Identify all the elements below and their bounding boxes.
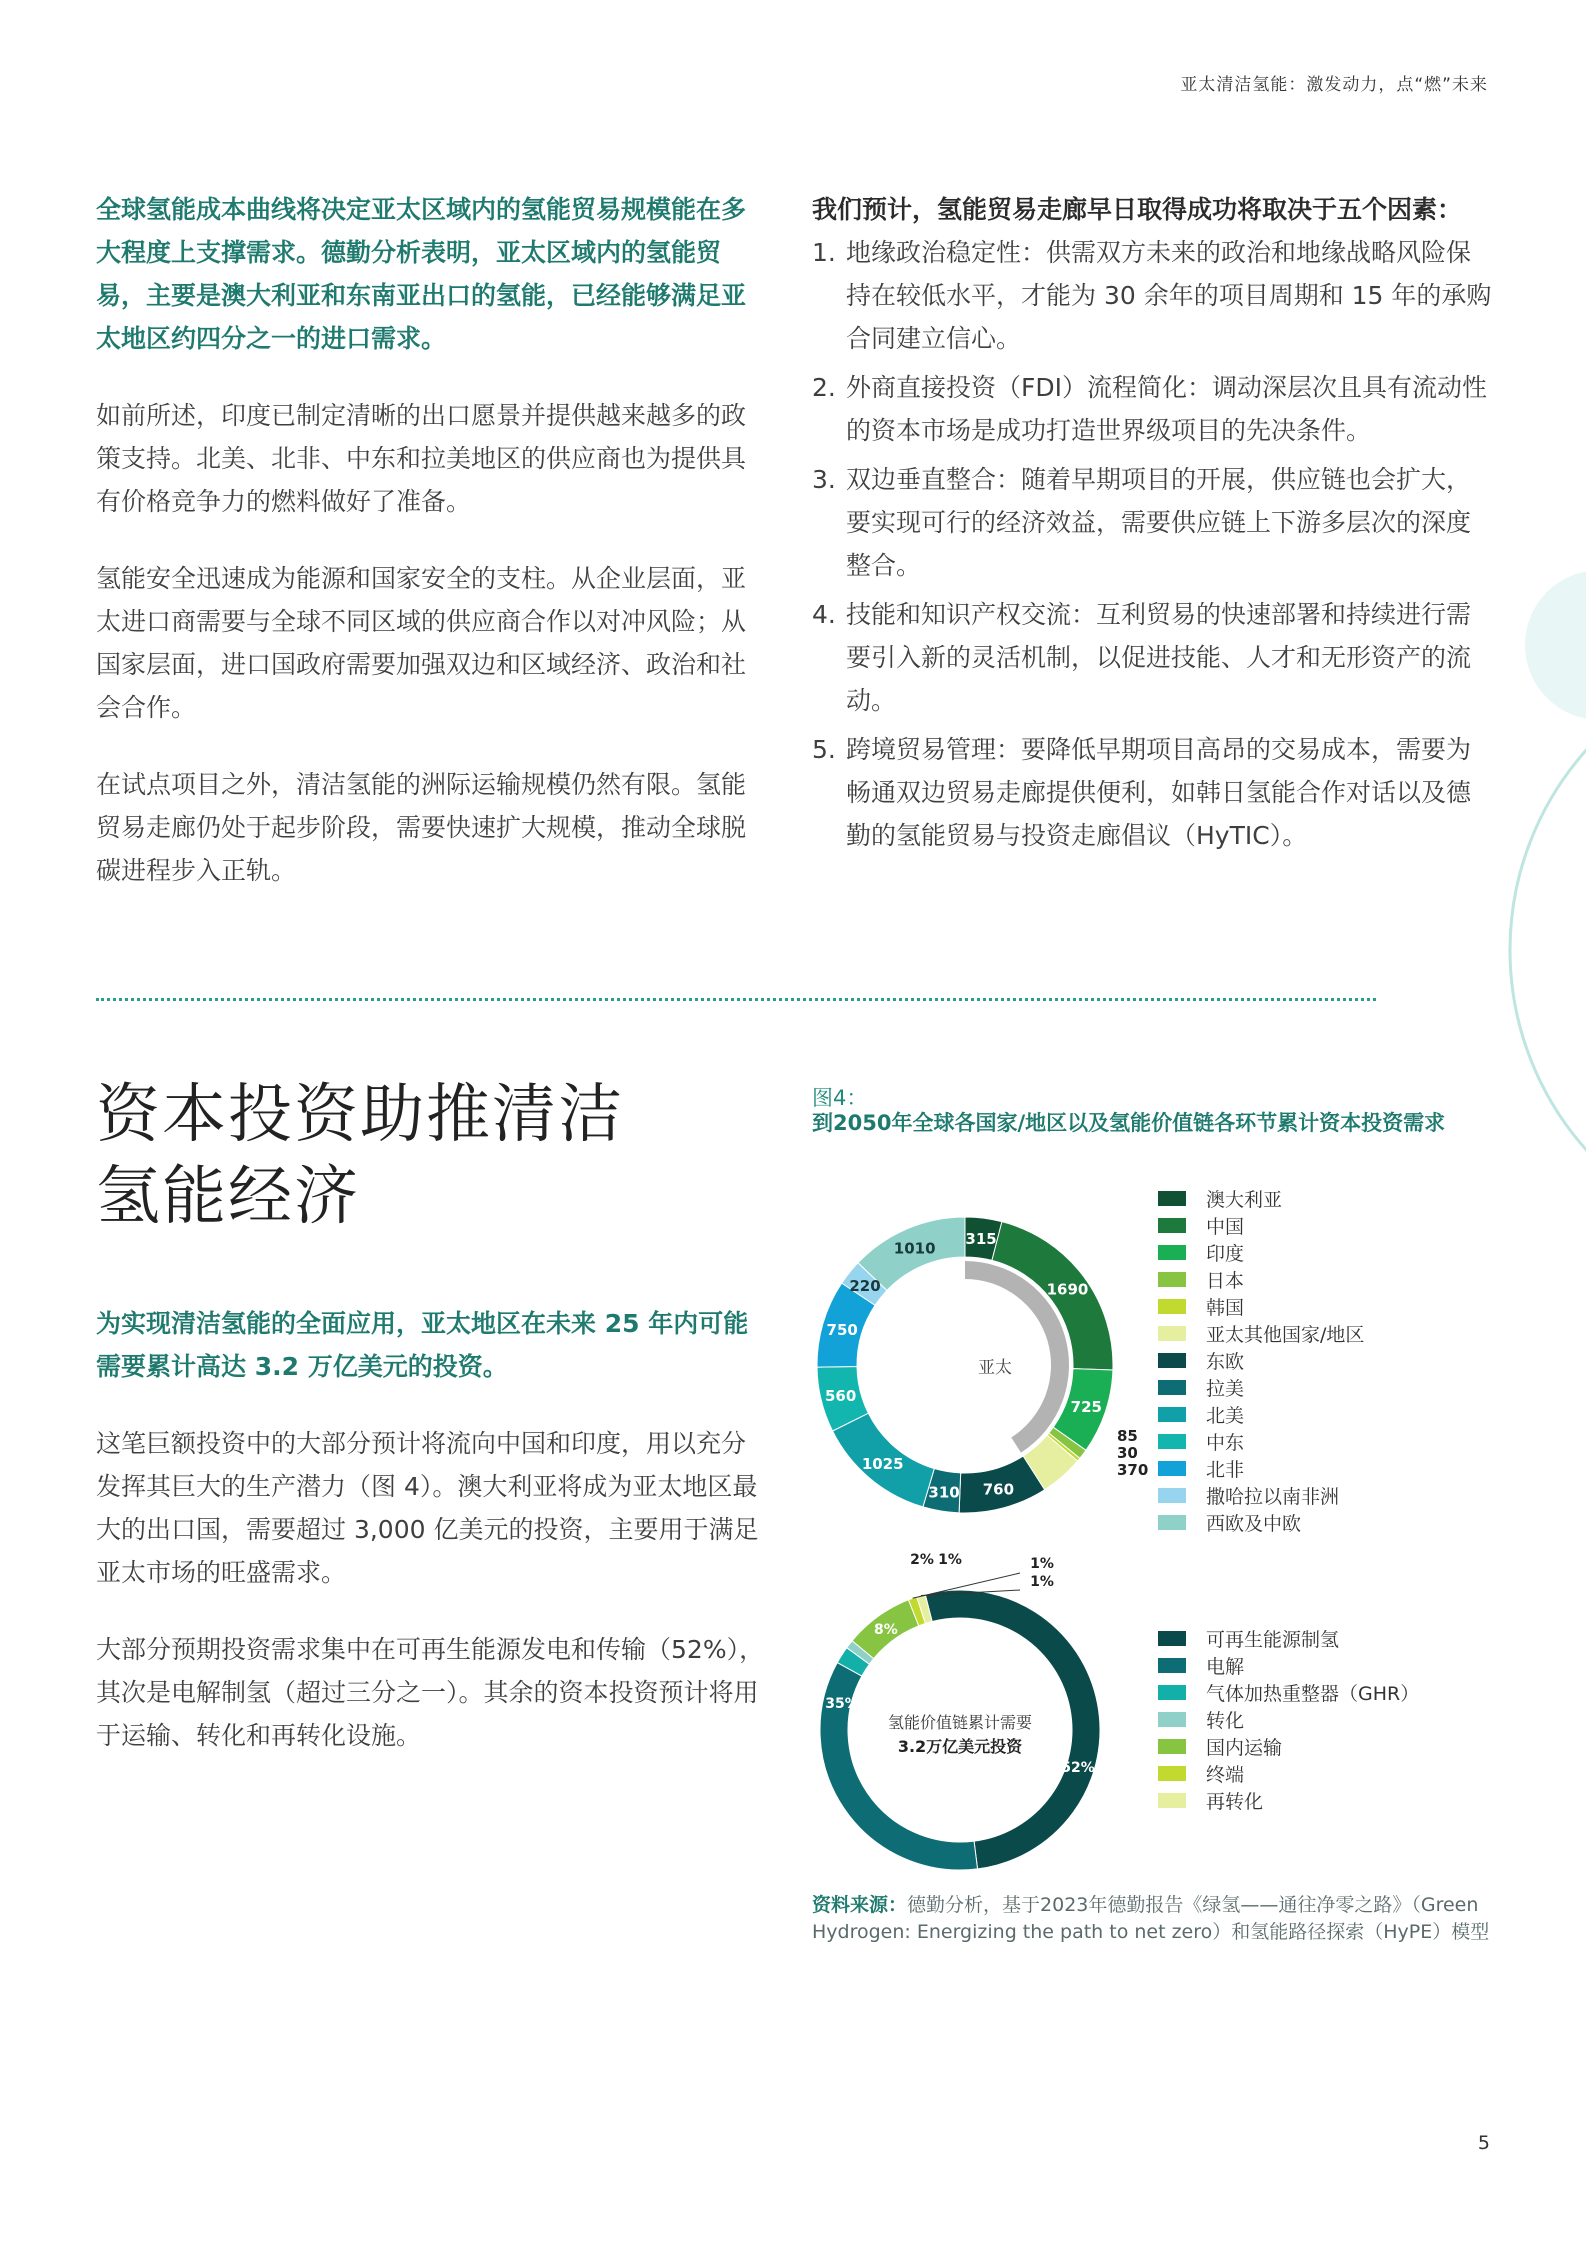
legend-label: 中国	[1206, 1216, 1245, 1238]
legend-label: 拉美	[1206, 1378, 1245, 1400]
donut-slice	[820, 1663, 978, 1870]
page-number: 5	[1477, 2132, 1490, 2154]
legend-entry	[1158, 1482, 1364, 1509]
legend-entry	[1158, 1320, 1364, 1347]
legend-label: 亚太其他国家/地区	[1206, 1324, 1365, 1346]
legend-entry	[1158, 1374, 1364, 1401]
legend-entry	[1158, 1733, 1419, 1760]
slice-value-label: 1010	[893, 1239, 936, 1258]
slice-percent-label: 52%	[1061, 1760, 1095, 1776]
legend-label: 澳大利亚	[1206, 1189, 1283, 1211]
slice-percent-label: 1%	[938, 1552, 962, 1568]
slice-value-label: 30	[1117, 1444, 1138, 1462]
donut-center-label: 亚太	[978, 1358, 1012, 1378]
region-legend	[1158, 1185, 1364, 1536]
legend-label: 转化	[1206, 1710, 1245, 1732]
left-paragraph-2: 氢能安全迅速成为能源和国家安全的支柱。从企业层面，亚太进口商需要与全球不同区域的供应商合作以对冲风险；从国家层面，进口国政府需要加强双边和区域经济、政治和社会合作。	[96, 564, 747, 722]
legend-entry	[1158, 1455, 1364, 1482]
legend-entry	[1158, 1293, 1364, 1320]
legend-swatch	[1158, 1461, 1186, 1476]
factors-list	[812, 231, 1492, 857]
slice-value-label: 560	[824, 1387, 857, 1406]
factor-item: 2. 外商直接投资（FDI）流程简化：调动深层次且具有流动性的资本市场是成功打造世界级项目的先决条件。	[812, 373, 1488, 445]
factor-item: 5. 跨境贸易管理：要降低早期项目高昂的交易成本，需要为畅通双边贸易走廊提供便利，如韩日氢能合作对话以及德勤的氢能贸易与投资走廊倡议（HyTIC）。	[812, 735, 1472, 850]
legend-label: 北非	[1206, 1459, 1245, 1481]
factor-item: 1. 地缘政治稳定性：供需双方未来的政治和地缘战略风险保持在较低水平，才能为 30 余年的项目周期和 15 年的承购合同建立信心。	[812, 238, 1492, 353]
legend-swatch	[1158, 1272, 1186, 1287]
figure-label: 图4：	[812, 1086, 868, 1110]
left-paragraph-3: 在试点项目之外，清洁氢能的洲际运输规模仍然有限。氢能贸易走廊仍处于起步阶段，需要快速扩大规模，推动全球脱碳进程步入正轨。	[96, 770, 747, 885]
legend-label: 北美	[1206, 1405, 1245, 1427]
legend-entry	[1158, 1212, 1364, 1239]
legend-label: 再转化	[1206, 1791, 1264, 1813]
slice-value-label: 750	[826, 1320, 858, 1339]
legend-swatch	[1158, 1434, 1186, 1449]
legend-entry	[1158, 1760, 1419, 1787]
slice-percent-label: 35%	[825, 1696, 859, 1712]
section-paragraph-1: 这笔巨额投资中的大部分预计将流向中国和印度，用以充分发挥其巨大的生产潜力（图 4）。澳大利亚将成为亚太地区最大的出口国，需要超过 3,000 亿美元的投资，主要用于满足亚太市场的旺盛需求。	[96, 1429, 759, 1587]
legend-swatch	[1158, 1380, 1186, 1395]
section-paragraph-2: 大部分预期投资需求集中在可再生能源发电和传输（52%），其次是电解制氢（超过三分之一）。其余的资本投资预计将用于运输、转化和再转化设施。	[96, 1635, 765, 1750]
legend-label: 东欧	[1206, 1351, 1245, 1373]
slice-value-label: 85	[1117, 1427, 1138, 1445]
legend-entry	[1158, 1401, 1364, 1428]
slice-percent-label: 2%	[910, 1552, 934, 1568]
legend-label: 撒哈拉以南非洲	[1206, 1486, 1340, 1508]
factor-item: 4. 技能和知识产权交流：互利贸易的快速部署和持续进行需要引入新的灵活机制，以促进技能、人才和无形资产的流动。	[812, 600, 1472, 715]
legend-entry	[1158, 1266, 1364, 1293]
slice-value-label: 725	[1070, 1397, 1102, 1416]
slice-value-label: 1690	[1046, 1280, 1089, 1299]
legend-entry	[1158, 1787, 1419, 1814]
legend-entry	[1158, 1652, 1419, 1679]
figure-title: 到2050年全球各国家/地区以及氢能价值链各环节累计资本投资需求	[812, 1111, 1446, 1135]
factors-heading: 我们预计，氢能贸易走廊早日取得成功将取决于五个因素：	[812, 195, 1463, 224]
legend-label: 西欧及中欧	[1206, 1513, 1302, 1535]
section-title: 资本投资助推清洁 氢能经济	[96, 1078, 624, 1234]
legend-swatch	[1158, 1488, 1186, 1503]
right-column	[812, 188, 1492, 863]
donut-center-sublabel: 3.2万亿美元投资	[897, 1737, 1023, 1756]
left-paragraph-1: 如前所述，印度已制定清晰的出口愿景并提供越来越多的政策支持。北美、北非、中东和拉美地区的供应商也为提供具有价格竞争力的燃料做好了准备。	[96, 401, 747, 516]
region-donut-chart	[800, 1200, 1149, 1530]
legend-entry	[1158, 1706, 1419, 1733]
legend-swatch	[1158, 1793, 1186, 1808]
legend-swatch	[1158, 1712, 1186, 1727]
deco-bubble	[1525, 570, 1586, 720]
legend-swatch	[1158, 1326, 1186, 1341]
section-lead: 为实现清洁氢能的全面应用，亚太地区在未来 25 年内可能需要累计高达 3.2 万亿美元的投资。	[96, 1309, 749, 1381]
legend-label: 中东	[1206, 1432, 1245, 1454]
legend-label: 电解	[1206, 1656, 1245, 1678]
legend-swatch	[1158, 1245, 1186, 1260]
slice-value-label: 315	[965, 1230, 997, 1249]
legend-label: 印度	[1206, 1243, 1245, 1265]
slice-percent-label: 8%	[874, 1622, 898, 1639]
legend-swatch	[1158, 1353, 1186, 1368]
slice-percent-label: 1%	[1030, 1556, 1054, 1572]
running-header: 亚太清洁氢能：激发动力，点“燃”未来	[1180, 75, 1488, 95]
slice-value-label: 220	[849, 1277, 881, 1296]
section-divider	[96, 998, 1376, 1001]
legend-swatch	[1158, 1766, 1186, 1781]
legend-label: 气体加热重整器（GHR）	[1206, 1683, 1420, 1705]
legend-swatch	[1158, 1191, 1186, 1206]
legend-label: 国内运输	[1206, 1737, 1283, 1759]
left-lead-paragraph: 全球氢能成本曲线将决定亚太区域内的氢能贸易规模能在多大程度上支撑需求。德勤分析表明，亚太区域内的氢能贸易，主要是澳大利亚和东南亚出口的氢能，已经能够满足亚太地区约四分之一的进口需求。	[96, 195, 747, 353]
slice-value-label: 310	[928, 1483, 960, 1502]
deco-ring	[1510, 650, 1586, 1250]
legend-entry	[1158, 1679, 1419, 1706]
value-chain-donut-chart	[790, 1540, 1130, 1880]
donut-center-label: 氢能价值链累计需要	[887, 1713, 1033, 1732]
legend-swatch	[1158, 1631, 1186, 1646]
legend-label: 韩国	[1206, 1297, 1245, 1319]
left-column	[96, 188, 766, 892]
legend-entry	[1158, 1239, 1364, 1266]
source-note: 资料来源：德勤分析，基于2023年德勤报告《绿氢——通往净零之路》（Green Hydrogen: Energizing the path to net zero）和氢能路径探索（HyPE）模型	[812, 1894, 1490, 1943]
legend-swatch	[1158, 1685, 1186, 1700]
legend-entry	[1158, 1428, 1364, 1455]
section-body	[96, 1302, 766, 1757]
legend-swatch	[1158, 1739, 1186, 1754]
legend-entry	[1158, 1185, 1364, 1212]
slice-value-label: 760	[982, 1480, 1015, 1499]
legend-swatch	[1158, 1658, 1186, 1673]
slice-value-label: 1025	[861, 1455, 904, 1474]
slice-percent-label: 1%	[1030, 1574, 1054, 1590]
factor-item: 3. 双边垂直整合：随着早期项目的开展，供应链也会扩大，要实现可行的经济效益，需要供应链上下游多层次的深度整合。	[812, 465, 1472, 580]
legend-swatch	[1158, 1515, 1186, 1530]
legend-swatch	[1158, 1218, 1186, 1233]
value-chain-legend	[1158, 1625, 1419, 1814]
legend-swatch	[1158, 1299, 1186, 1314]
legend-label: 终端	[1206, 1764, 1245, 1786]
legend-label: 可再生能源制氢	[1206, 1629, 1340, 1651]
legend-label: 日本	[1206, 1270, 1245, 1292]
legend-entry	[1158, 1509, 1364, 1536]
legend-swatch	[1158, 1407, 1186, 1422]
legend-entry	[1158, 1625, 1419, 1652]
legend-entry	[1158, 1347, 1364, 1374]
slice-value-label: 370	[1117, 1461, 1149, 1479]
